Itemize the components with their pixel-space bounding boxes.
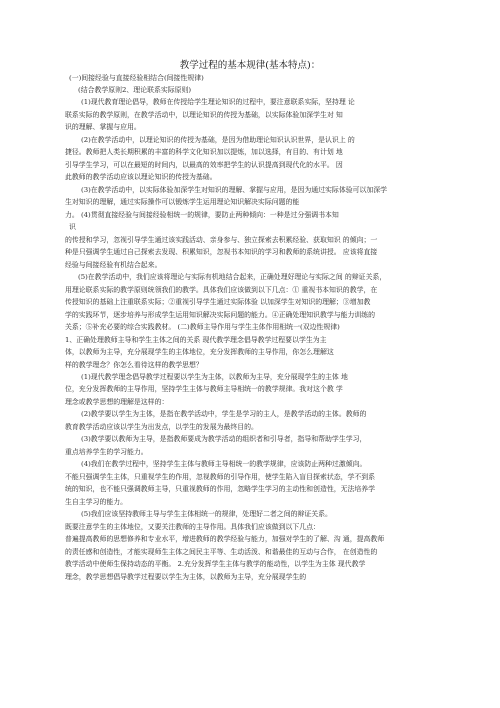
text-line: 普遍提高教师的思想修养和专业水平，增进教师的教学经验与能力，加强对学生的了解、沟 通，提高教师 — [65, 535, 385, 543]
text-line: 教育教学活动应该以学生为出发点，以学生的发展为最终目的。 — [65, 423, 258, 431]
text-line: (2)在教学活动中，以理论知识的传授为基础，是因为借助理论知识认识世界，是认识上 的 — [81, 136, 355, 144]
document-title: 教学过程的基本规律(基本特点)： — [179, 60, 321, 71]
text-line: 生自主学习的能力。 — [65, 498, 128, 506]
text-line: 教学活动中使师生保持动态的平衡。 2.充分发挥学生主体与教学的能动性，以学生为主体 现代教学 — [65, 560, 366, 568]
text-line: 识的理解、掌握与应用。 — [65, 123, 141, 131]
text-line: (1)现代教育理论倡导，教师在传授给学生理论知识的过程中，要注意联系实际，坚持理 论 — [81, 98, 355, 106]
text-line: 引导学生学习，可以在最短的时间内，以最高的效率把学生的认识提高到现代化的水平。 因 — [65, 161, 343, 169]
text-line: 不能只强调学生主体，只重视学生的作用，忽视教师的引导作用，使学生陷入盲目探索状态，学不到系 — [65, 473, 376, 481]
text-line: 传授知识的基础上注重联系实际；②重视引导学生通过实际体验 以加深学生对知识的理解；③增加教 — [65, 298, 371, 306]
text-line: 力。 (4)贯彻直接经验与间接经验相统一的规律，要防止两种倾向：一种是过分强调书本知 — [65, 211, 339, 219]
text-line: (1)现代教学理念倡导教学过程要以学生为主体，以教师为主导，充分展现学生的主体 地 — [81, 373, 348, 381]
text-line: 用理论联系实际的教学原则统领我们的教学。具体我们应该做到以下几点：① 重视书本知识的教学，在 — [65, 286, 378, 294]
text-line: 统的知识，也不能只强调教师主导，只重视教师的作用，忽略学生学习的主动性和创造性，无法培养学 — [65, 485, 376, 493]
text-line: (一)间接经验与直接经验相结合(间接性规律) — [69, 74, 204, 82]
text-line: 经验与间接经验有机结合起来。 — [65, 261, 162, 269]
text-line: 捷径。教师把人类长期积累的丰富的科学文化知识加以提炼，加以选择，有目的、有计划 地 — [65, 148, 343, 156]
text-line: 1、正确处理教师主导和学生主体之间的关系 现代教学理念倡导教学过程要以学生为主 — [65, 336, 327, 344]
text-line: (3)在教学活动中，以实际体验加深学生对知识的理解、掌握与应用，是因为通过实际体验可以加深学 — [81, 186, 388, 194]
text-line: 重点培养学生的学习能力。 — [65, 448, 148, 456]
text-line: 的传授和学习，忽视引导学生通过该实践活动、亲身参与、独立探索去积累经验、获取知识 的倾向；一 — [65, 236, 378, 244]
text-line: 学的实践环节，逐步培养与形成学生运用知识解决实际问题的能力。④正确处理知识教学与能力训练的 — [65, 311, 376, 319]
text-line: 此教师的教学活动应该以理论知识的传授为基础。 — [65, 173, 217, 181]
text-line: 理念或教学思想的理解是这样的： — [65, 398, 169, 406]
text-line: (2)教学要以学生为主体，是指在教学活动中，学生是学习的主人，是教学活动的主体。教师的 — [81, 410, 367, 418]
text-line: 生对知识的理解，通过实际操作可以锻炼学生运用理论知识解决实际问题的能 — [65, 198, 300, 206]
text-line: (结合教学原则2、理论联系实际原则) — [78, 86, 192, 94]
text-line: 种是只强调学生通过自己探索去发现、积累知识，忽视书本知识的学习和教师的系统讲授。 应该将直接 — [65, 248, 378, 256]
text-line: 既要注意学生的主体地位，又要关注教师的主导作用。具体我们应该做到以下几点： — [65, 523, 320, 531]
text-line: 识 — [69, 223, 76, 231]
text-line: (4)我们在教学过程中，坚持学生主体与教师主导相统一的教学规律，应该防止两种过激倾向。 — [81, 460, 367, 468]
text-line: 样的教学理念？你怎么看待这样的教学思想？ — [65, 361, 203, 369]
text-line: 体，以教师为主导，充分展现学生的主体地位，充分发挥教师的主导作用，你怎么理解这 — [65, 348, 334, 356]
text-line: (5)我们应该坚持教师主导与学生主体相统一的规律，处理好二者之间的辩证关系。 — [81, 510, 332, 518]
text-line: 理念，教学思想倡导教学过程要以学生为主体，以教师为主导，充分展现学生的 — [65, 573, 307, 581]
text-line: (5)在教学活动中，我们应该将理论与实际有机地结合起来，正确处理好理论与实际之间 的辩证关系， — [78, 273, 387, 281]
text-line: 的责任感和创造性，才能实现师生主体之间民主平等、生动活泼、和谐最佳的互动与合作， 在创造性的 — [65, 548, 378, 556]
text-line: 位，充分发挥教师的主导作用，坚持学生主体与教师主导相统一的教学规律。我对这个教 学 — [65, 385, 343, 393]
text-line: 关系；⑤补充必要的综合实践教材。 (二)教师主导作用与学生主体作用相统一(双边性规律) — [65, 323, 340, 331]
text-line: (3)教学要以教师为主导，是指教师要成为教学活动的组织者和引导者，指导和帮助学生学习， — [81, 435, 367, 443]
text-line: 联系实际的教学原则，在教学活动中，以理论知识的传授为基础，以实际体验加深学生对 知 — [65, 111, 343, 119]
